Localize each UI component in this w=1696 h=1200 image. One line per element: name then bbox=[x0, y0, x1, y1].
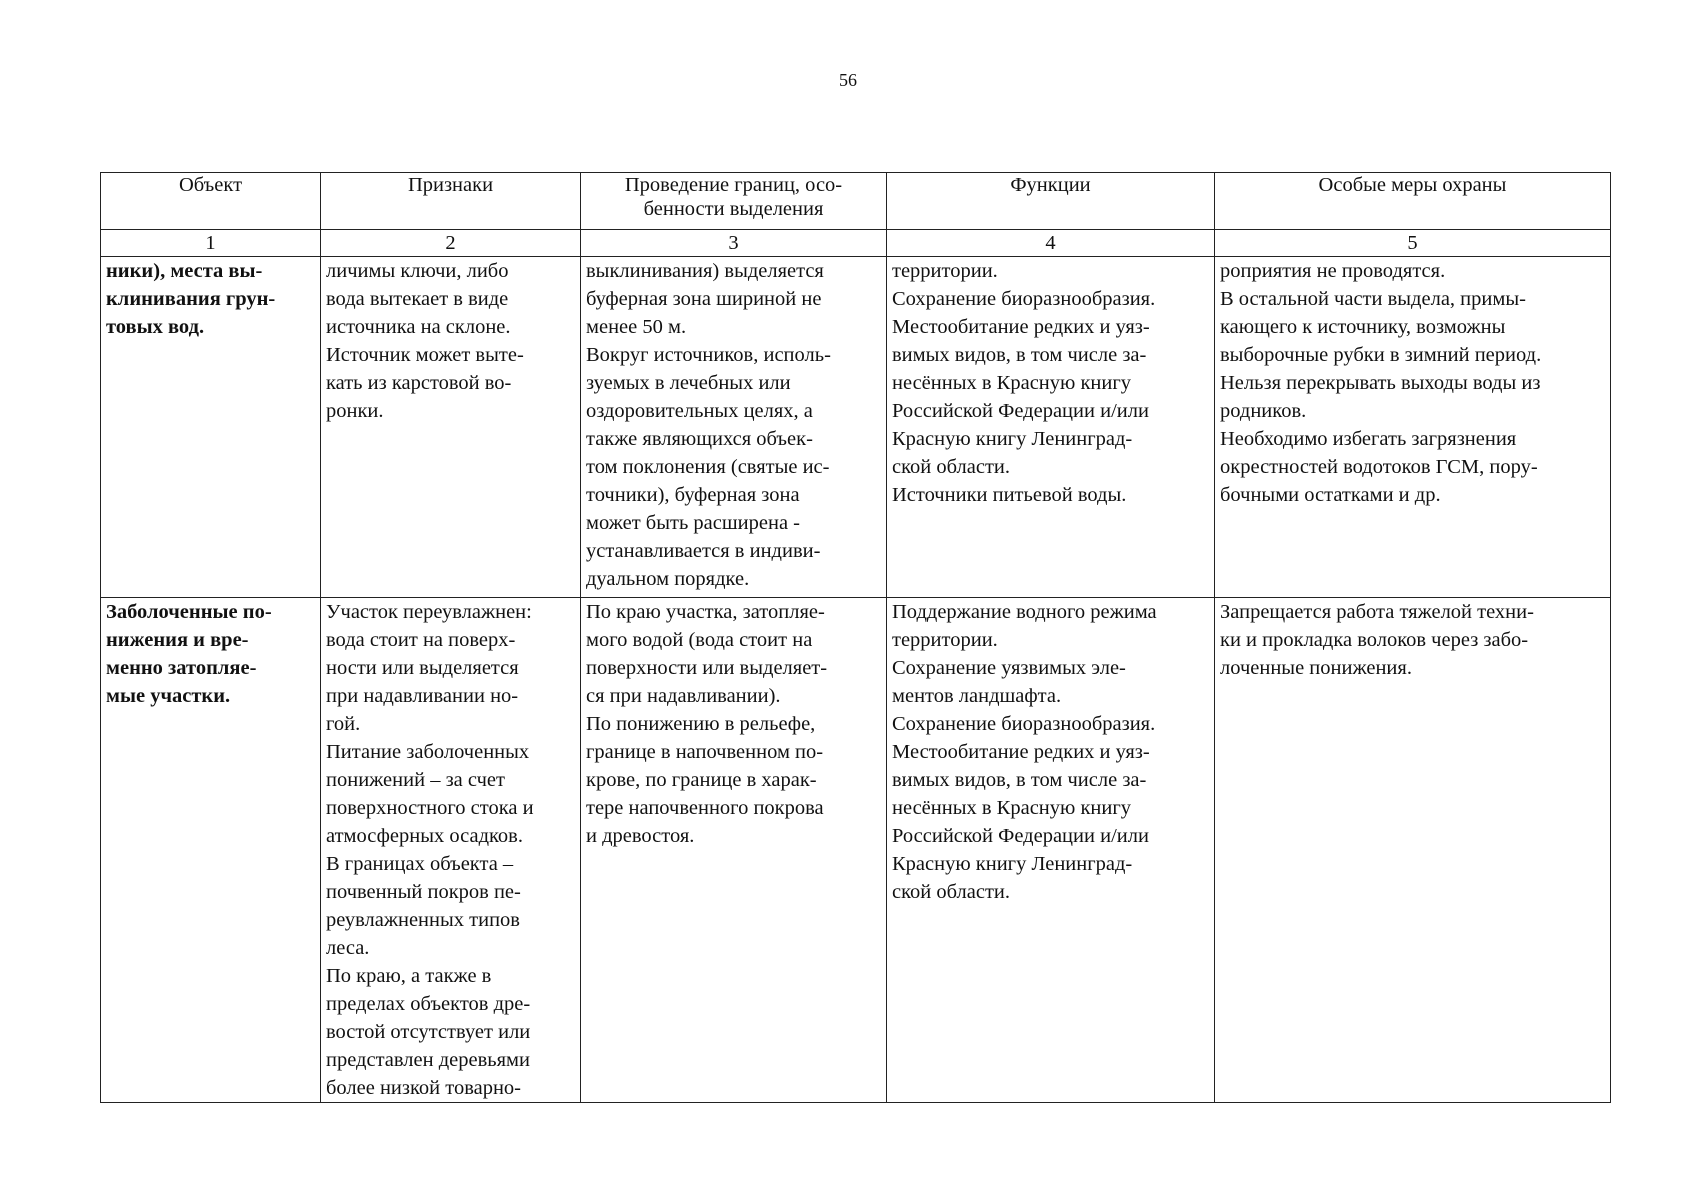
column-number: 5 bbox=[1215, 230, 1611, 257]
column-number: 1 bbox=[101, 230, 321, 257]
header-functions: Функции bbox=[887, 173, 1215, 230]
object-cell: ники), места вы- клинивания грун- товых вод. bbox=[101, 257, 321, 598]
page-number: 56 bbox=[839, 70, 857, 90]
column-number: 2 bbox=[321, 230, 581, 257]
protection-cell: роприятия не проводятся. В остальной части выдела, примы- кающего к источнику, возможны выборочные рубки в зимний период. Нельзя перекрывать выходы воды из родников. Необходимо избегать загрязнения окрестностей водотоков ГСМ, пору- бочными остатками и др. bbox=[1215, 257, 1611, 598]
signs-cell: Участок переувлажнен: вода стоит на поверх- ности или выделяется при надавливании но- гой. Питание заболоченных понижений – за счет поверхностного стока и атмосферных осадков. В границах объекта – почвенный покров пе- реувлажненных типов леса. По краю, а также в пределах объектов дре- востой отсутствует или представлен деревьями более низкой товарно- bbox=[321, 598, 581, 1103]
header-protection: Особые меры охраны bbox=[1215, 173, 1611, 230]
protection-table bbox=[100, 172, 1611, 1103]
functions-cell: территории. Сохранение биоразнообразия. Местообитание редких и уяз- вимых видов, в том числе за- несённых в Красную книгу Российской Федерации и/или Красную книгу Ленинград- ской области. Источники питьевой воды. bbox=[887, 257, 1215, 598]
functions-cell: Поддержание водного режима территории. Сохранение уязвимых эле- ментов ландшафта. Сохранение биоразнообразия. Местообитание редких и уяз- вимых видов, в том числе за- несённых в Красную книгу Российской Федерации и/или Красную книгу Ленинград- ской области. bbox=[887, 598, 1215, 1103]
signs-cell: личимы ключи, либо вода вытекает в виде источника на склоне. Источник может выте- кать из карстовой во- ронки. bbox=[321, 257, 581, 598]
column-number: 4 bbox=[887, 230, 1215, 257]
header-object: Объект bbox=[101, 173, 321, 230]
table-header-row bbox=[101, 173, 1611, 230]
column-number-row bbox=[101, 230, 1611, 257]
table-row bbox=[101, 598, 1611, 1103]
header-signs: Признаки bbox=[321, 173, 581, 230]
boundaries-cell: По краю участка, затопляе- мого водой (вода стоит на поверхности или выделяет- ся при надавливании). По понижению в рельефе, границе в напочвенном по- крове, по границе в харак- тере напочвенного покрова и древостоя. bbox=[581, 598, 887, 1103]
table-row bbox=[101, 257, 1611, 598]
column-number: 3 bbox=[581, 230, 887, 257]
object-cell: Заболоченные по- нижения и вре- менно затопляе- мые участки. bbox=[101, 598, 321, 1103]
header-boundaries: Проведение границ, осо- бенности выделения bbox=[581, 173, 887, 230]
boundaries-cell: выклинивания) выделяется буферная зона шириной не менее 50 м. Вокруг источников, исполь- зуемых в лечебных или оздоровительных целях, а также являющихся объек- том поклонения (святые ис- точники), буферная зона может быть расширена - устанавливается в индиви- дуальном порядке. bbox=[581, 257, 887, 598]
protection-cell: Запрещается работа тяжелой техни- ки и прокладка волоков через забо- лоченные понижения. bbox=[1215, 598, 1611, 1103]
